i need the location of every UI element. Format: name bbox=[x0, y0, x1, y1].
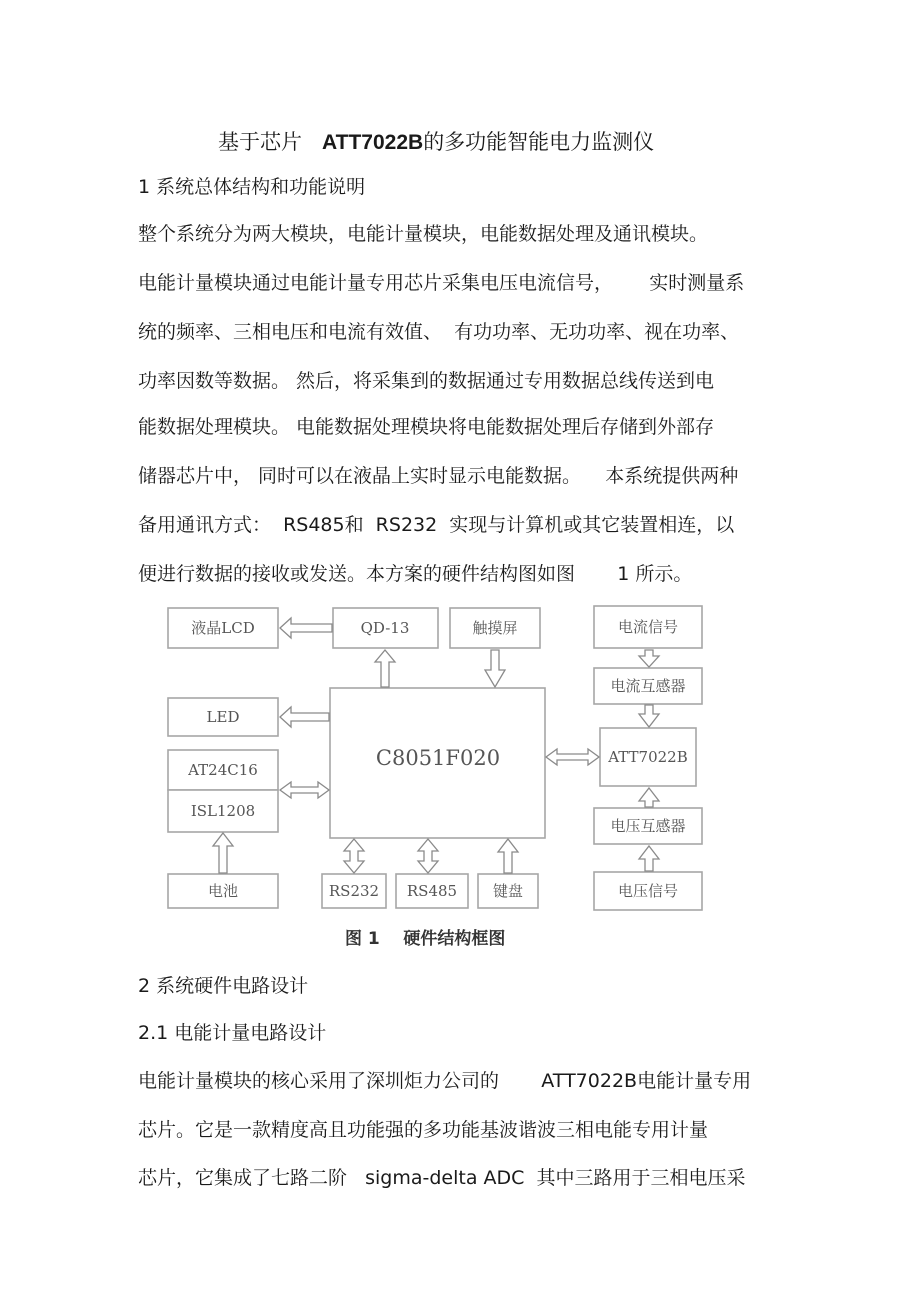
arrow-to-lcd bbox=[280, 618, 332, 638]
voltage-transformer-label: 电压互感器 bbox=[610, 817, 686, 835]
arrow-battery bbox=[213, 833, 233, 873]
paragraph-line: 储器芯片中， 同时可以在液晶上实时显示电能数据。 本系统提供两种 bbox=[138, 465, 739, 487]
arrow-to-qd13 bbox=[375, 650, 395, 687]
rs232-label: RS232 bbox=[328, 882, 380, 900]
arrow-to-led bbox=[280, 707, 329, 727]
paragraph-line: 电能计量模块的核心采用了深圳炬力公司的 ATT7022B电能计量专用 bbox=[138, 1070, 752, 1092]
arrow-current-signal bbox=[639, 650, 659, 667]
paragraph-line: 功率因数等数据。 然后，将采集到的数据通过专用数据总线传送到电 bbox=[138, 370, 715, 392]
arrow-voltage-transformer bbox=[639, 788, 659, 807]
led-label: LED bbox=[206, 708, 240, 726]
paragraph-line: 统的频率、三相电压和电流有效值、 有功功率、无功功率、视在功率、 bbox=[138, 321, 740, 343]
mcu-label: C8051F020 bbox=[375, 746, 501, 770]
hardware-block-diagram bbox=[160, 598, 740, 958]
arrow-mcu-memory-bidirectional bbox=[280, 782, 329, 798]
voltage-signal-label: 电压信号 bbox=[617, 882, 679, 900]
title-prefix: 基于芯片 bbox=[218, 130, 302, 154]
subsection-2-1-heading: 2.1 电能计量电路设计 bbox=[138, 1022, 327, 1044]
title-chip: ATT7022B bbox=[322, 131, 424, 154]
att7022b-label: ATT7022B bbox=[608, 748, 688, 766]
title-suffix: 的多功能智能电力监测仪 bbox=[423, 130, 655, 154]
battery-label: 电池 bbox=[207, 882, 239, 900]
current-transformer-label: 电流互感器 bbox=[610, 677, 686, 695]
touch-label: 触摸屏 bbox=[472, 619, 518, 637]
document-title bbox=[218, 126, 654, 156]
paragraph-line: 备用通讯方式： RS485和 RS232 实现与计算机或其它装置相连，以 bbox=[138, 514, 735, 536]
section-2-heading: 2 系统硬件电路设计 bbox=[138, 975, 309, 997]
section-1-heading: 1 系统总体结构和功能说明 bbox=[138, 176, 366, 198]
qd13-label: QD-13 bbox=[360, 619, 410, 637]
arrow-from-touch bbox=[485, 650, 505, 687]
arrow-rs485-bidirectional bbox=[418, 839, 438, 873]
rs485-label: RS485 bbox=[406, 882, 458, 900]
keyboard-label: 键盘 bbox=[492, 882, 524, 900]
paragraph-line: 能数据处理模块。 电能数据处理模块将电能数据处理后存储到外部存 bbox=[138, 416, 715, 438]
paragraph-line: 芯片。它是一款精度高且功能强的多功能基波谐波三相电能专用计量 bbox=[138, 1119, 709, 1141]
arrow-mcu-att-bidirectional bbox=[546, 749, 599, 765]
paragraph-line: 电能计量模块通过电能计量专用芯片采集电压电流信号， 实时测量系 bbox=[138, 272, 745, 294]
paragraph-line: 整个系统分为两大模块，电能计量模块，电能数据处理及通讯模块。 bbox=[138, 223, 709, 245]
paragraph-line: 便进行数据的接收或发送。本方案的硬件结构图如图 1 所示。 bbox=[138, 563, 693, 585]
isl1208-label: ISL1208 bbox=[190, 802, 256, 820]
lcd-label: 液晶LCD bbox=[191, 619, 255, 637]
arrow-rs232-bidirectional bbox=[344, 839, 364, 873]
paragraph-line: 芯片，它集成了七路二阶 sigma-delta ADC 其中三路用于三相电压采 bbox=[138, 1167, 746, 1189]
current-signal-label: 电流信号 bbox=[617, 618, 679, 636]
at24c16-label: AT24C16 bbox=[188, 761, 258, 779]
arrow-current-transformer bbox=[639, 705, 659, 727]
arrow-voltage-signal bbox=[639, 846, 659, 871]
arrow-keyboard bbox=[498, 839, 518, 873]
figure-caption: 图 1 硬件结构框图 bbox=[345, 929, 506, 949]
